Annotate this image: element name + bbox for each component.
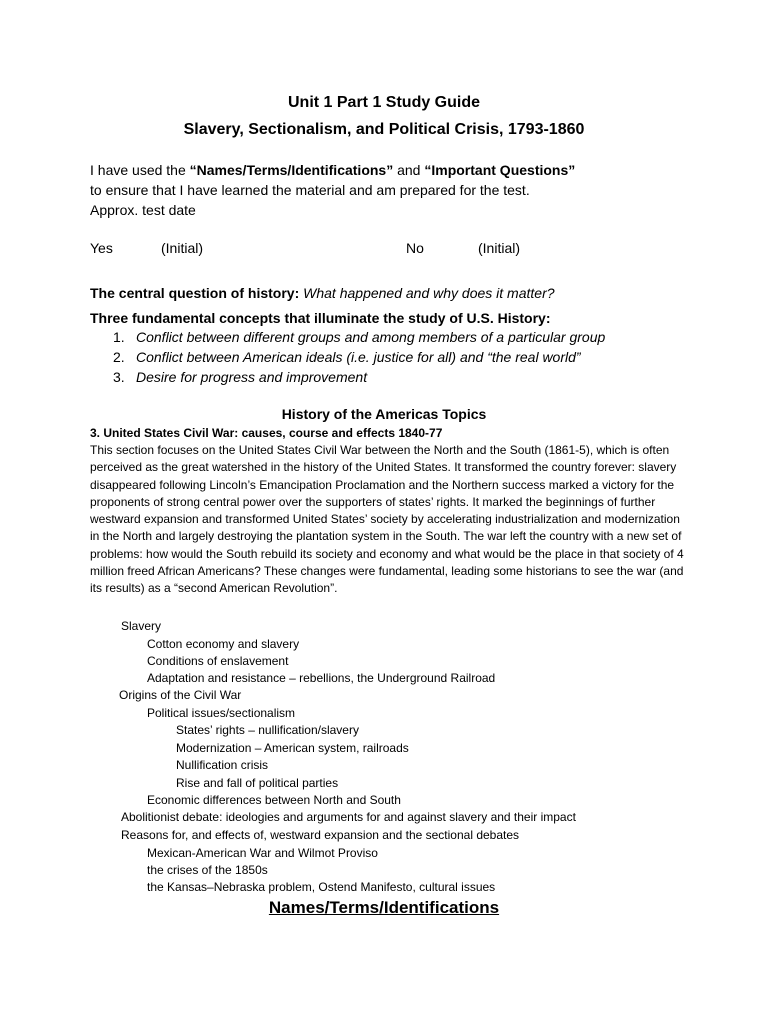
names-terms-bold: “Names/Terms/Identifications” [189, 162, 394, 178]
no-label: No [406, 240, 424, 256]
concepts-heading: Three fundamental concepts that illuminate the study of U.S. History: [90, 310, 551, 326]
no-initial-label: (Initial) [478, 240, 521, 256]
outline-item: Rise and fall of political parties [176, 776, 339, 790]
page-subtitle: Slavery, Sectionalism, and Political Crisis, 1793-1860 [183, 121, 585, 138]
outline-item: Political issues/sectionalism [147, 706, 296, 720]
outline-item: Nullification crisis [176, 758, 269, 772]
topics-paragraph [90, 442, 692, 598]
names-terms-heading: Names/Terms/Identifications [268, 898, 500, 917]
page-title: Unit 1 Part 1 Study Guide [287, 94, 481, 111]
central-question [90, 285, 555, 301]
topics-paragraph-text: This section focuses on the United States Civil War between the North and the South (1861-5), which is often perceived as the great watershed in the history of the United States. It transformed the country forever: slavery disappeared following Lincoln’s Emancipation Proclamation and the Northern success marked a victory for the proponents of strong central power over the supporters of states’ rights. It marked the beginnings of further westward expansion and transformed United States’ society by accelerating industrialization and modernization in the North and largely destroying the plantation system in the South. The war left the country with a new set of problems: how would the South rebuild its society and economy and what would be the place in that society of 4 million freed African Americans? These changes were fundamental, leading some historians to see the war (and its results) as a “second American Revolution”. [90, 443, 684, 596]
important-questions-bold: “Important Questions” [424, 162, 576, 178]
outline-item: Abolitionist debate: ideologies and arguments for and against slavery and their impact [121, 810, 576, 824]
outline-item: Economic differences between North and South [147, 793, 401, 807]
topics-heading: History of the Americas Topics [281, 406, 487, 422]
outline-item: Adaptation and resistance – rebellions, the Underground Railroad [147, 671, 496, 685]
concept-item: Desire for progress and improvement [136, 369, 368, 385]
concept-number: 3. [113, 369, 125, 385]
outline-item: Slavery [121, 619, 162, 633]
outline-item: the Kansas–Nebraska problem, Ostend Manifesto, cultural issues [147, 880, 496, 894]
concept-number: 1. [113, 329, 125, 345]
topics-subheading: 3. United States Civil War: causes, course and effects 1840-77 [90, 426, 443, 440]
test-date-label: Approx. test date [90, 202, 196, 218]
outline-item: Modernization – American system, railroads [176, 741, 409, 755]
concept-number: 2. [113, 349, 125, 365]
intro-line-1-mid: and [393, 162, 425, 178]
outline-item: States’ rights – nullification/slavery [176, 723, 359, 737]
outline-item: Origins of the Civil War [119, 688, 242, 702]
outline-item: Mexican-American War and Wilmot Proviso [147, 846, 378, 860]
concept-item: Conflict between American ideals (i.e. justice for all) and “the real world” [136, 349, 581, 365]
intro-line-1-pre: I have used the [90, 162, 190, 178]
central-question-label: The central question of history: [90, 285, 300, 301]
intro-line-1 [90, 162, 575, 178]
outline-item: the crises of the 1850s [147, 863, 268, 877]
outline-item: Conditions of enslavement [147, 654, 289, 668]
central-question-text: What happened and why does it matter? [303, 285, 555, 301]
concept-item: Conflict between different groups and among members of a particular group [136, 329, 606, 345]
intro-line-2: to ensure that I have learned the material and am prepared for the test. [90, 182, 530, 198]
outline-item: Cotton economy and slavery [147, 637, 300, 651]
yes-label: Yes [90, 240, 113, 256]
outline-item: Reasons for, and effects of, westward expansion and the sectional debates [121, 828, 520, 842]
yes-initial-label: (Initial) [161, 240, 204, 256]
